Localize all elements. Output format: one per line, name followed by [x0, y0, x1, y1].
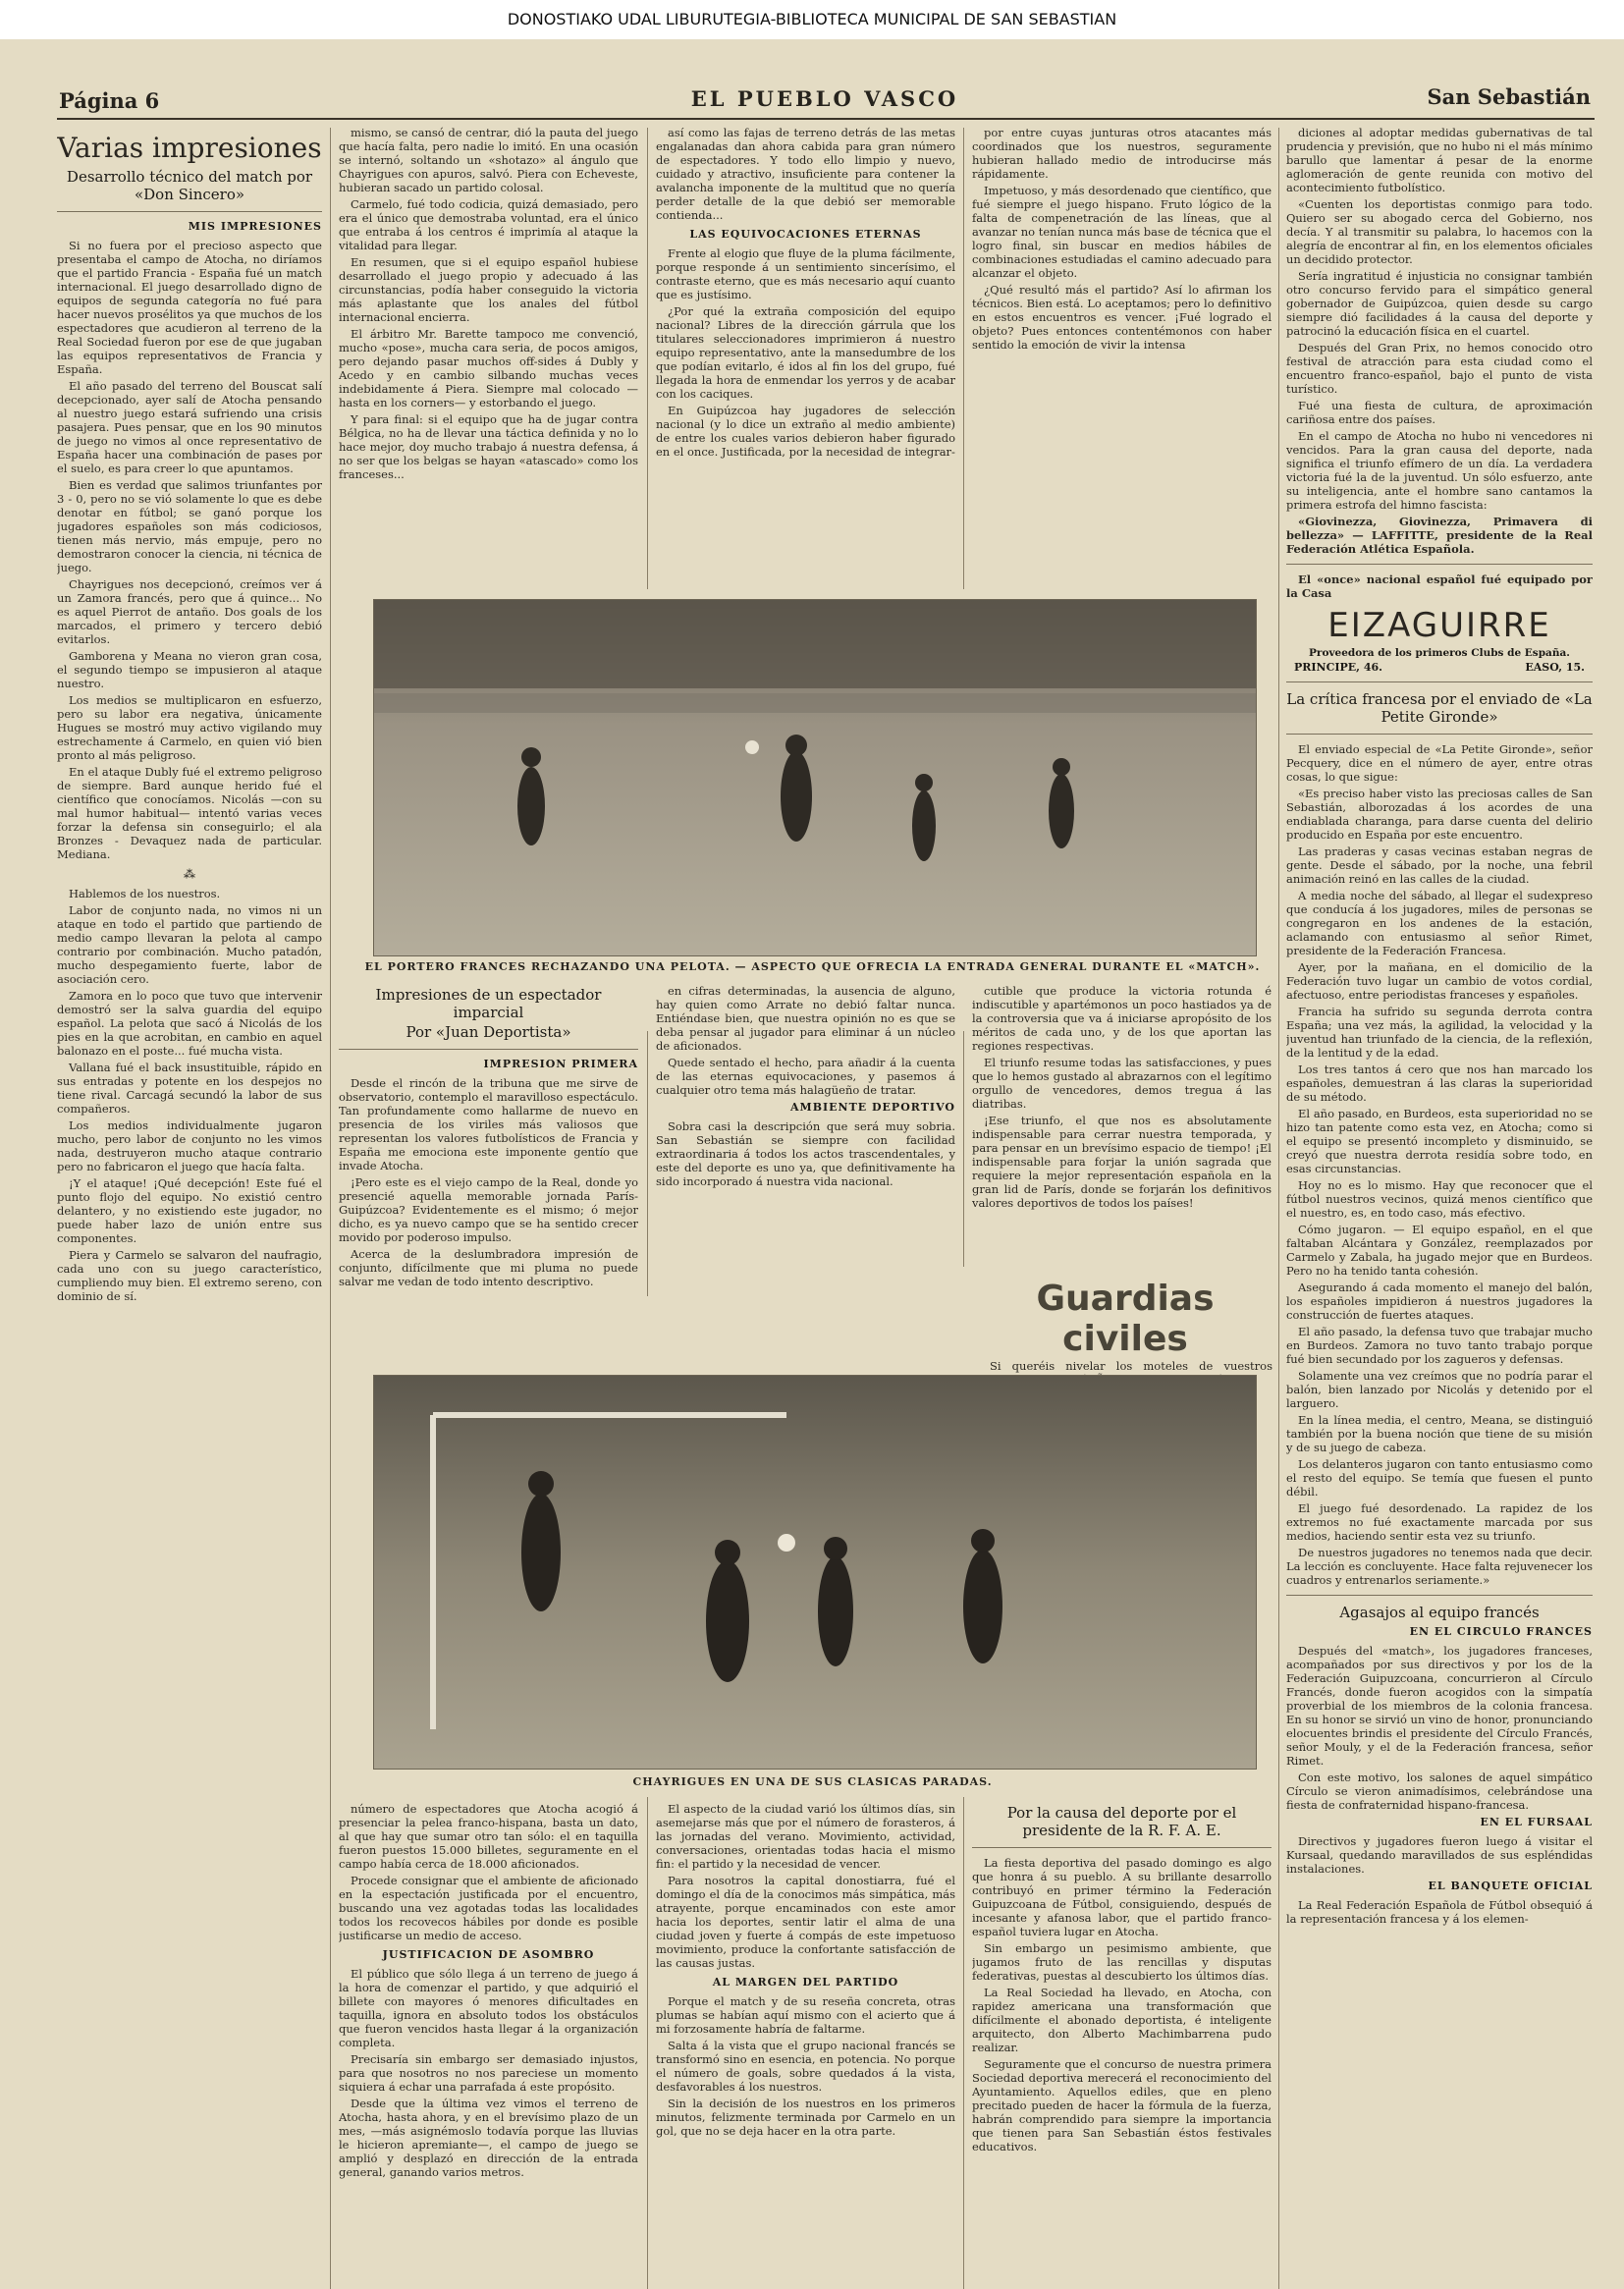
paragraph: en cifras determinadas, la ausencia de alguno, hay quien como Arrate no debió faltar nunca. Entiéndase bien, que nuestra opinión no es que se deba pensar al jugador para eliminar á un núcleo de aficionados. [656, 984, 955, 1053]
archive-header: DONOSTIAKO UDAL LIBURUTEGIA-BIBLIOTECA MUNICIPAL DE SAN SEBASTIAN [0, 0, 1624, 39]
paragraph: Salta á la vista que el grupo nacional francés se transformó sino en esencia, en potencia. No porque el número de goals, sobre quedados á la vista, desfavorables á los nuestros. [656, 2039, 955, 2094]
paragraph: En el campo de Atocha no hubo ni vencedores ni vencidos. Para la gran causa del deporte, nada significa el triunfo efímero de un día. La verdadera victoria fué la de la juventud. Un sólo esfuerzo, ante su inteligencia, ante el hombre sano cantamos la primera estrofa del himno fascista: [1286, 429, 1593, 512]
paragraph: Acerca de la deslumbradora impresión de conjunto, difícilmente que mi pluma no puede salvar me vedan de todo intento descriptivo. [339, 1247, 638, 1288]
paragraph: Para nosotros la capital donostiarra, fué el domingo el día de la conocimos más simpática, más atrayente, porque encaminados con este amor hacia los deportes, sentir latir el alma de una ciudad joven y fuerte á compás de este impetuoso movimiento, produce la confortante satisfacción de las causas justas. [656, 1874, 955, 1970]
masthead-rule [57, 118, 1595, 120]
paragraph: En la línea media, el centro, Meana, se distinguió también por la buena noción que tiene de su misión y de su juego de cabeza. [1286, 1413, 1593, 1454]
article-title: La crítica francesa por el enviado de «La Petite Gironde» [1286, 690, 1593, 726]
paragraph: Solamente una vez creímos que no podría parar el balón, bien lanzado por Nicolás y detenido por el larguero. [1286, 1369, 1593, 1410]
paragraph: «Giovinezza, Giovinezza, Primavera di bellezza» — LAFFITTE, presidente de la Real Federación Atlética Española. [1286, 515, 1593, 556]
paragraph: De nuestros jugadores no tenemos nada que decir. La lección es concluyente. Hace falta rejuvenecer los cuadros y entrenarlos seriamente.» [1286, 1546, 1593, 1587]
article-column-2-bottom [339, 1802, 638, 2289]
article-subtitle: Desarrollo técnico del match por «Don Sincero» [66, 168, 313, 203]
paragraph: El año pasado del terreno del Bouscat salí decepcionado, ayer salí de Atocha pensando al nuestro juego estará sufriendo una crisis pasajera. Pues pensar, que en los 90 minutos de juego no vimos al once representativo de España hacer una combinación de pases por el suelo, es para creer lo que apuntamos. [57, 379, 322, 475]
paragraph: Hoy no es lo mismo. Hay que reconocer que el fútbol nuestros vecinos, quizá menos científico que el nuestro, es, en todo caso, más efectivo. [1286, 1178, 1593, 1220]
paragraph: El público que sólo llega á un terreno de juego á la hora de comenzar el partido, y que adquirió el billete con mayores ó menores dificultades en taquilla, ignora en absoluto todos los obstáculos que fueron vencidos hasta llegar á la organización completa. [339, 1967, 638, 2049]
paragraph: Los medios se multiplicaron en esfuerzo, pero su labor era negativa, únicamente Hugues se mostró muy activo vigilando muy estrechamente á Carmelo, en quien vió bien pronto al más peligroso. [57, 693, 322, 762]
section-byline: EN EL FURSAAL [1480, 1816, 1593, 1828]
section-byline: EN EL CIRCULO FRANCES [1409, 1625, 1593, 1638]
paragraph: Después del «match», los jugadores franceses, acompañados por sus directivos y por los de la Federación Guipuzcoana, concurrieron al Círculo Francés, donde fueron acogidos con la simpatía proverbial de los miembros de la colonia francesa. En su honor se sirvió un vino de honor, pronunciando elocuentes brindis el presidente del Círculo Francés, señor Mouly, y el de la Federación francesa, señor Rimet. [1286, 1644, 1593, 1768]
ad-title: Guardias civiles [1036, 1279, 1215, 1359]
divider [1286, 564, 1593, 565]
paragraph: Sin la decisión de los nuestros en los primeros minutos, felizmente terminada por Carmelo en un gol, que no se deja hacer en la otra parte. [656, 2097, 955, 2138]
article-varias-impresiones [57, 126, 322, 2289]
paragraph: Desde que la última vez vimos el terreno de Atocha, hasta ahora, y en el brevísimo plazo de un mes, —más asignémoslo todavía porque las lluvias le hicieron apremiante—, el campo de juego se amplió y desplazó en dirección de la entrada general, ganando varios metros. [339, 2097, 638, 2179]
article-byline: MIS IMPRESIONES [188, 220, 322, 233]
section-subhead: LAS EQUIVOCACIONES ETERNAS [689, 228, 922, 241]
equipment-note: El «once» nacional español fué equipado por la Casa [1286, 572, 1593, 600]
paragraph: «Es preciso haber visto las preciosas calles de San Sebastián, alborozadas á los acordes de una endiablada charanga, para darse cuenta del delirio producido en España por este encuentro. [1286, 787, 1593, 842]
paragraph: La fiesta deportiva del pasado domingo es algo que honra á su pueblo. A su brillante desarrollo contribuyó en primer término la Federación Guipuzcoana de Fútbol, consiguiendo, después de incesante y afanosa labor, que el partido franco-español tuviera lugar en Atocha. [972, 1856, 1272, 1938]
paragraph: ¡Ese triunfo, el que nos es absolutamente indispensable para cerrar nuestra temporada, y para pensar en un brevísimo espacio de tiempo! ¡El indispensable para forjar la unión sagrada que requiere la mejor representación española en la gran lid de París, donde se forjarán los definitivos valores deportivos de todos los países! [972, 1114, 1272, 1210]
paragraph: Sería ingratitud é injusticia no consignar también otro concurso fervido para el simpático general gobernador de Guipúzcoa, quien desde su cargo siempre dió facilidades á la causa del deporte y patrocinó la educación física en el cuartel. [1286, 269, 1593, 338]
paragraph: Francia ha sufrido su segunda derrota contra España; una vez más, la agilidad, la velocidad y la juventud han triunfado de la ciencia, de la reflexión, de la lentitud y de la edad. [1286, 1005, 1593, 1060]
article-causa-del-deporte [972, 1802, 1272, 2289]
paragraph: Sobra casi la descripción que será muy sobria. San Sebastián se siempre con facilidad extraordinaria á todos los actos trascendentales, y este del deporte es uno ya, que definitivamente ha sido incorporado á nuestra vida nacional. [656, 1119, 955, 1188]
ad-address-right: EASO, 15. [1525, 661, 1585, 674]
paragraph: por entre cuyas junturas otros atacantes más coordinados que los nuestros, seguramente hubieran hallado medio de introducirse más rápidamente. [972, 126, 1272, 181]
paragraph: El árbitro Mr. Barette tampoco me convenció, mucho «pose», mucha cara seria, de pocos amigos, pero dejando pasar muchos off-sides á Dubly y Acedo y en cambio silbando muchas veces indebidamente á Piera. Siempre mal colocado —hasta en los corners— y estorbando el juego. [339, 327, 638, 409]
column-rule [647, 128, 648, 589]
city-name: San Sebastián [1427, 84, 1591, 109]
photo-caption: EL PORTERO FRANCES RECHAZANDO UNA PELOTA. — ASPECTO QUE OFRECIA LA ENTRADA GENERAL DURANTE EL «MATCH». [364, 960, 1261, 973]
article-title: Por la causa del deporte por el presidente de la R. F. A. E. [1006, 1804, 1237, 1839]
column-rule [963, 1797, 964, 2289]
paragraph: Ayer, por la mañana, en el domicilio de la Federación tuvo lugar un cambio de votos cordial, afectuoso, entre periodistas franceses y españoles. [1286, 960, 1593, 1002]
divider [339, 1049, 638, 1050]
paragraph: Después del Gran Prix, no hemos conocido otro festival de atracción para esta ciudad como el encuentro franco-español, bajo el punto de vista turístico. [1286, 341, 1593, 396]
paragraph: Chayrigues nos decepcionó, creímos ver á un Zamora francés, pero que á quince... No es aquel Pierrot de antaño. Dos goals de los marcados, el primero y tercero debió evitarlos. [57, 577, 322, 646]
paragraph: En Guipúzcoa hay jugadores de selección nacional (y lo dice un extraño al medio ambiente) de entre los cuales varios debieron haber figurado en el once. Justificada, por la necesidad de integrar- [656, 404, 955, 459]
paragraph: ¿Qué resultó más el partido? Así lo afirman los técnicos. Bien está. Lo aceptamos; pero lo definitivo en estos encuentros es vencer. ¡Fué logrado el objeto? Pues entonces contentémonos con haber sentido la emoción de vivir la intensa [972, 283, 1272, 352]
column-rule [963, 128, 964, 589]
paragraph: El aspecto de la ciudad varió los últimos días, sin asemejarse más que por el número de forasteros, á las jornadas del verano. Movimiento, actividad, conversaciones, orientadas todas hacia el mismo fin: el partido y la necesidad de vencer. [656, 1802, 955, 1871]
eizaguirre-ad [1286, 606, 1593, 674]
paragraph: Si no fuera por el precioso aspecto que presentaba el campo de Atocha, no diríamos que el partido Francia - España fué un match internacional. El juego desarrollado digno de equipos de segunda categoría no fué para hacer nuevos prosélitos ya que muchos de los espectadores que acudieron al terreno de la Real Sociedad fueron por ese de que jugaban las equipos representativos de Francia y España. [57, 239, 322, 376]
article-title: Varias impresiones [57, 132, 322, 164]
photo-image [374, 1376, 1256, 1769]
paragraph: ¿Por qué la extraña composición del equipo nacional? Libres de la dirección gárrula que los titulares seleccionadores imprimieron á nuestro equipo representativo, ante la mansedumbre de los que podían evitarlo, é idos al fin los del grupo, fué llegada la hora de enmendar los yerros y de acabar con los caciques. [656, 304, 955, 401]
column-rule [1278, 128, 1279, 2289]
article-column-4-middle [972, 984, 1272, 1269]
paragraph: Los medios individualmente jugaron mucho, pero labor de conjunto no les vimos nada, destruyeron mucho ataque contrario pero no fabricaron el juego que hacía falta. [57, 1118, 322, 1173]
paragraph: Porque el match y de su reseña concreta, otras plumas se habían aquí mismo con el acierto que á mi forzosamente habría de faltarme. [656, 1994, 955, 2036]
section-byline: EL BANQUETE OFICIAL [1428, 1880, 1593, 1892]
paragraph: Sin embargo un pesimismo ambiente, que jugamos fruto de las rencillas y disputas federativas, puestas al descubierto los últimos días. [972, 1941, 1272, 1983]
section-ornament: ⁂ [184, 867, 195, 881]
paragraph: Vallana fué el back insustituible, rápido en sus entradas y potente en los despejos no tiene rival. Carcagá secundó la labor de sus compañeros. [57, 1061, 322, 1116]
paragraph: Precisaría sin embargo ser demasiado injustos, para que nosotros no nos pareciese un momento siquiera á echar una parrafada á este propósito. [339, 2052, 638, 2094]
paragraph: Y para final: si el equipo que ha de jugar contra Bélgica, no ha de llevar una táctica definida y no lo hace mejor, doy mucho trabajo á nuestra defensa, á no ser que los belgas se hayan «atascado» como los franceses... [339, 412, 638, 481]
photo-image [374, 600, 1256, 955]
match-photo-goalkeeper [373, 599, 1257, 956]
column-rule [647, 1031, 648, 1296]
ad-addresses [1294, 661, 1585, 674]
ad-text: Si queréis nivelar los moteles de vuestros [990, 1359, 1272, 1373]
section-subhead: AL MARGEN DEL PARTIDO [712, 1976, 899, 1989]
column-rule [963, 1031, 964, 1267]
column-rule [330, 128, 331, 2289]
newspaper-page [0, 39, 1624, 2289]
guardias-civiles-ad [978, 1279, 1272, 1390]
paragraph: Directivos y jugadores fueron luego á visitar el Kursaal, quedando maravillados de sus espléndidas instalaciones. [1286, 1834, 1593, 1876]
paragraph: ¡Y el ataque! ¡Qué decepción! Este fué el punto flojo del equipo. No existió centro delantero, y no existiendo este jugador, no puede haber lazo de unión entre sus componentes. [57, 1176, 322, 1245]
paragraph: Cómo jugaron. — El equipo español, en el que faltaban Alcántara y González, reemplazados por Carmelo y Zabala, ha jugado mejor que en Burdeos. Pero no ha tenido tanta cohesión. [1286, 1223, 1593, 1278]
column-rule [647, 1797, 648, 2289]
paragraph: Fué una fiesta de cultura, de aproximación cariñosa entre dos países. [1286, 399, 1593, 426]
paragraph: «Cuenten los deportistas conmigo para todo. Quiero ser su abogado cerca del Gobierno, nos decía. Y al transmitir su palabra, lo hacemos con la alegría de encontrar al fin, en los elementos oficiales un decidido protector. [1286, 197, 1593, 266]
paragraph: El año pasado, la defensa tuvo que trabajar mucho en Burdeos. Zamora no tuvo tanto trabajo porque fué bien secundado por los zagueros y defensas. [1286, 1325, 1593, 1366]
divider [1286, 681, 1593, 682]
paragraph: Con este motivo, los salones de aquel simpático Círculo se vieron animadísimos, celebrándose una fiesta de confraternidad hispano-francesa. [1286, 1771, 1593, 1812]
paragraph: ¡Pero este es el viejo campo de la Real, donde yo presencié aquella memorable jornada París-Guipúzcoa? Evidentemente es el mismo; ó mejor dicho, es ya nuevo campo que se ha sentido crecer movido por poderoso impulso. [339, 1175, 638, 1244]
article-column-4 [972, 126, 1272, 577]
paragraph: Los delanteros jugaron con tanto entusiasmo como el resto del equipo. Se temía que fuesen el punto débil. [1286, 1457, 1593, 1499]
article-subtitle: Por «Juan Deportista» [406, 1023, 571, 1041]
paragraph: Desde el rincón de la tribuna que me sirve de observatorio, contemplo el maravilloso espectáculo. Tan profundamente como hallarme de nuevo en presencia de los viriles más valiosos que representan los valores futbolísticos de Francia y España me emociona este imponente gentío que invade Atocha. [339, 1076, 638, 1172]
section-subhead: JUSTIFICACION DE ASOMBRO [382, 1948, 595, 1961]
paragraph: La Real Federación Española de Fútbol obsequió á la representación francesa y á los elemen- [1286, 1898, 1593, 1926]
masthead [59, 81, 1591, 116]
paragraph: Los tres tantos á cero que nos han marcado los españoles, demuestran á las claras la superioridad de su método. [1286, 1063, 1593, 1104]
paragraph: así como las fajas de terreno detrás de las metas engalanadas dan ahora cabida para gran número de espectadores. Y todo ello limpio y nuevo, cuidado y atractivo, insuficiente para contener la avalancha imponente de la multitud que no quería perder detalle de la que debió ser memorable contienda... [656, 126, 955, 222]
divider [1286, 734, 1593, 735]
paragraph: El triunfo resume todas las satisfacciones, y pues que lo hemos gustado al abrazarnos con el legítimo orgullo de vencedores, demos tregua á las diatribas. [972, 1056, 1272, 1111]
ad-tagline: Proveedora de los primeros Clubs de España. [1309, 647, 1570, 659]
newspaper-title: EL PUEBLO VASCO [690, 86, 959, 111]
paragraph: En el ataque Dubly fué el extremo peligroso de siempre. Bard aunque herido fué el científico que conocíamos. Nicolás —con su mal humor habitual— intentó varias veces forzar la defensa sin conseguirlo; el ala Bronzes - Devaquez nada de particular. Mediana. [57, 765, 322, 861]
paragraph: diciones al adoptar medidas gubernativas de tal prudencia y previsión, que no hubo ni el más mínimo barullo que lamentar á pesar de la enorme aglomeración de gente reunida con motivo del acontecimiento futbolístico. [1286, 126, 1593, 194]
paragraph: Bien es verdad que salimos triunfantes por 3 - 0, pero no se vió solamente lo que es debe denotar en fútbol; se ganó porque los jugadores españoles son más codiciosos, tienen más nervio, más empuje, pero no demostraron conocer la ciencia, ni técnica de juego. [57, 478, 322, 574]
paragraph: El enviado especial de «La Petite Gironde», señor Pecquery, dice en el número de ayer, entre otras cosas, lo que sigue: [1286, 742, 1593, 784]
paragraph: Asegurando á cada momento el manejo del balón, los españoles impidieron á nuestros jugadores la construcción de fuertes ataques. [1286, 1281, 1593, 1322]
article-column-3 [656, 126, 955, 577]
divider [1286, 1595, 1593, 1596]
paragraph: Procede consignar que el ambiente de aficionado en la espectación justificada por el encuentro, buscando una vez agotadas todas las localidades todos los recovecos hábiles por donde es posible justificarse un medio de acceso. [339, 1874, 638, 1942]
article-title: Impresiones de un espectador imparcial [375, 986, 602, 1021]
photo-caption: CHAYRIGUES EN UNA DE SUS CLASICAS PARADAS. [632, 1775, 993, 1788]
paragraph: número de espectadores que Atocha acogió á presenciar la pelea franco-hispana, basta un dato, al que hay que sumar otro tan sólo: el en taquilla fueron puestos 15.000 billetes, seguramente en el campo había cerca de 18.000 aficionados. [339, 1802, 638, 1871]
paragraph: Seguramente que el concurso de nuestra primera Sociedad deportiva merecerá el reconocimiento del Ayuntamiento. Aquellos ediles, que en pleno precitado pueden de hacer la fórmula de la fuerza, habrán comprendido para siempre la importancia que tienen para San Sebastián éstos festivales educativos. [972, 2057, 1272, 2153]
article-column-5 [1286, 126, 1593, 2289]
paragraph: A media noche del sábado, al llegar el sudexpreso que conducía á los jugadores, miles de personas se congregaron en los andenes de la estación, aclamando con entusiasmo al señor Rimet, presidente de la Federación Francesa. [1286, 889, 1593, 957]
paragraph: Carmelo, fué todo codicia, quizá demasiado, pero era el único que demostraba voluntad, era el único que entraba á los centros é imprimía al ataque la vitalidad para llegar. [339, 197, 638, 252]
paragraph: Frente al elogio que fluye de la pluma fácilmente, porque responde á un sentimiento sincerísimo, el contraste eterno, que es más necesario aquí cuanto que es justísimo. [656, 246, 955, 301]
paragraph: mismo, se cansó de centrar, dió la pauta del juego que hacía falta, pero nadie lo imitó. En una ocasión se internó, soltando un «shotazo» al ángulo que Chayrigues con apuros, salvó. Piera con Echeveste, hubieran sacado un partido colosal. [339, 126, 638, 194]
paragraph: Quede sentado el hecho, para añadir á la cuenta de las eternas equivocaciones, y pasemos á cualquier otro tema más halagüeño de tratar. [656, 1056, 955, 1097]
paragraph: Zamora en lo poco que tuvo que intervenir demostró ser la salva guardia del equipo español. La pelota que sacó á Nicolás de los pies en la que acrobitan, en cambio en aquel balonazo en el poste... fué mucha vista. [57, 989, 322, 1058]
paragraph: El juego fué desordenado. La rapidez de los extremos no fué exactamente marcada por sus medios, haciendo sentir esta vez su triunfo. [1286, 1501, 1593, 1543]
paragraph: Impetuoso, y más desordenado que científico, que fué siempre el juego hispano. Fruto lógico de la falta de compenetración de las líneas, que al avanzar no tenían nunca más base de técnica que el logro final, sin buscar en medios hábiles de combinaciones estudiadas el camino adecuado para alcanzar el objeto. [972, 184, 1272, 280]
paragraph: Labor de conjunto nada, no vimos ni un ataque en todo el partido que partiendo de medio campo llevaran la pelota al campo contrario por combinación. Mucho patadón, mucho despegamiento fuerte, labor de asociación cero. [57, 903, 322, 986]
page-number: Página 6 [59, 88, 160, 113]
ad-address-left: PRINCIPE, 46. [1294, 661, 1382, 674]
match-photo-chayrigues [373, 1375, 1257, 1770]
paragraph: cutible que produce la victoria rotunda é indiscutible y apartémonos un poco hastiados ya de la controversia que va á iniciarse apropósito de los méritos de cada uno, y de los que aportan las regiones respectivas. [972, 984, 1272, 1053]
section-byline: AMBIENTE DEPORTIVO [790, 1101, 955, 1114]
divider [57, 211, 322, 212]
paragraph: El año pasado, en Burdeos, esta superioridad no se hizo tan patente como esta vez, en Atocha; como si el equipo se presentó incompleto y disminuido, se creyó que nuestra derrota residía sobre todo, en esas circunstancias. [1286, 1107, 1593, 1175]
paragraph: Hablemos de los nuestros. [69, 887, 221, 900]
paragraph: Piera y Carmelo se salvaron del naufragio, cada uno con su juego característico, cumpliendo muy bien. El extremo sereno, con dominio de sí. [57, 1248, 322, 1303]
paragraph: En resumen, que si el equipo español hubiese desarrollado el juego propio y adecuado á las circunstancias, podía haber conseguido la victoria más aplastante que los anales del fútbol internacional encierra. [339, 255, 638, 324]
paragraph: Las praderas y casas vecinas estaban negras de gente. Desde el sábado, por la noche, una febril animación reinó en las calles de la ciudad. [1286, 845, 1593, 886]
article-continuation [339, 126, 638, 577]
paragraph: La Real Sociedad ha llevado, en Atocha, con rapidez americana una transformación que difícilmente el abonado deportista, é inteligente arquitecto, don Alberto Machimbarrena pudo realizar. [972, 1986, 1272, 2054]
ad-brand: EIZAGUIRRE [1327, 606, 1551, 645]
article-espectador-imparcial [339, 984, 638, 1308]
article-column-3-middle [656, 984, 955, 1298]
article-byline: IMPRESION PRIMERA [483, 1058, 638, 1070]
divider [972, 1847, 1272, 1848]
paragraph: Gamborena y Meana no vieron gran cosa, el segundo tiempo se impusieron al ataque nuestro. [57, 649, 322, 690]
article-title: Agasajos al equipo francés [1339, 1604, 1540, 1621]
article-column-3-bottom [656, 1802, 955, 2289]
